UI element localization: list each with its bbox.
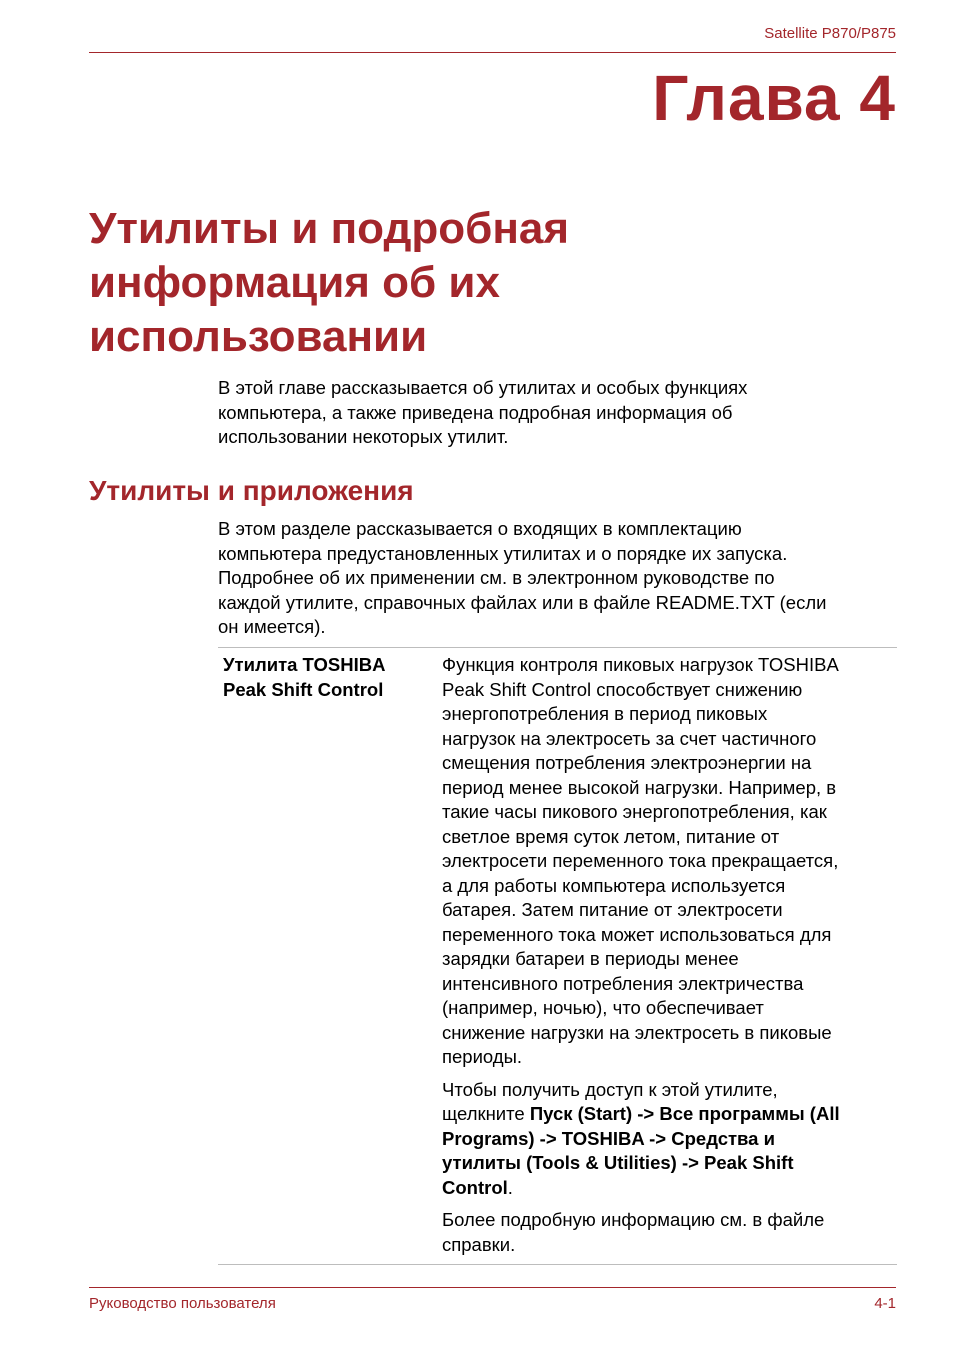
description-line: энергопотребления в период пиковых xyxy=(442,703,768,724)
description-line: интенсивного потребления электричества xyxy=(442,972,804,994)
running-header: Satellite P870/P875 xyxy=(764,25,896,42)
header-divider xyxy=(89,52,896,53)
access-line: Чтобы получить доступ к этой утилите, xyxy=(442,1078,778,1100)
access-suffix: . xyxy=(507,1176,513,1198)
utility-name-line: Peak Shift Control xyxy=(223,678,384,700)
utilities-table xyxy=(218,647,897,1265)
menu-path: Control xyxy=(442,1176,508,1198)
intro-line: В этой главе рассказывается об утилитах и особых функциях xyxy=(218,377,748,398)
chapter-title-line: информация об их xyxy=(89,258,500,307)
description-line: электросети переменного тока прекращается, xyxy=(442,850,839,871)
menu-path: Programs) -> TOSHIBA -> Средства и xyxy=(442,1127,775,1149)
description-line: Функция контроля пиковых нагрузок TOSHIBA xyxy=(442,654,839,675)
section-heading: Утилиты и приложения xyxy=(89,475,414,506)
section-text xyxy=(218,517,898,640)
description-line: период менее высокой нагрузки. Например, в xyxy=(442,776,837,798)
utility-name-cell xyxy=(218,653,442,1257)
section-text-line: В этом разделе рассказывается о входящих в комплектацию xyxy=(218,518,742,539)
section-text-line: Подробнее об их применении см. в электронном руководстве по xyxy=(218,567,775,588)
description-line: батарея. Затем питание от электросети xyxy=(442,899,783,920)
description-line: переменного тока может использоваться для xyxy=(442,923,832,945)
menu-path: Пуск (Start) -> Все программы (All xyxy=(529,1103,840,1124)
section-text-line: каждой утилите, справочных файлах или в файле README.TXT (если xyxy=(218,591,827,613)
menu-path: утилиты (Tools & Utilities) -> Peak Shift xyxy=(442,1152,794,1173)
page-number: 4-1 xyxy=(874,1295,896,1312)
utility-name-line: Утилита TOSHIBA xyxy=(223,654,386,675)
intro-line: компьютера, а также приведена подробная информация об xyxy=(218,401,733,423)
access-prefix: щелкните xyxy=(442,1103,530,1124)
description-line: периоды. xyxy=(442,1046,523,1067)
description-line: нагрузок на электросеть за счет частичного xyxy=(442,727,817,749)
utility-description-cell xyxy=(442,653,897,1257)
description-line: такие часы пикового энергопотребления, как xyxy=(442,801,827,822)
description-line: а для работы компьютера используется xyxy=(442,874,786,896)
chapter-title xyxy=(89,202,789,364)
section-text-line: он имеется). xyxy=(218,616,326,637)
description-line: снижение нагрузки на электросеть в пиковые xyxy=(442,1021,832,1043)
help-line: Более подробную информацию см. в файле xyxy=(442,1209,825,1230)
description-line: смещения потребления электроэнергии на xyxy=(442,752,812,773)
description-line: светлое время суток летом, питание от xyxy=(442,825,780,847)
intro-line: использовании некоторых утилит. xyxy=(218,426,509,447)
chapter-title-line: использовании xyxy=(89,312,428,361)
help-reference xyxy=(442,1208,897,1257)
description-line: (например, ночью), что обеспечивает xyxy=(442,997,764,1018)
chapter-intro xyxy=(218,376,898,450)
chapter-number: Глава 4 xyxy=(652,62,896,134)
chapter-title-line: Утилиты и подробная xyxy=(89,204,570,253)
footer-divider xyxy=(89,1287,896,1288)
help-line: справки. xyxy=(442,1233,516,1255)
description-line: зарядки батареи в периоды менее xyxy=(442,948,739,969)
description-line: Peak Shift Control способствует снижению xyxy=(442,678,803,700)
footer-manual-title: Руководство пользователя xyxy=(89,1295,276,1312)
section-text-line: компьютера предустановленных утилитах и о порядке их запуска. xyxy=(218,542,788,564)
description-paragraph xyxy=(442,653,897,1070)
access-instructions xyxy=(442,1078,897,1201)
